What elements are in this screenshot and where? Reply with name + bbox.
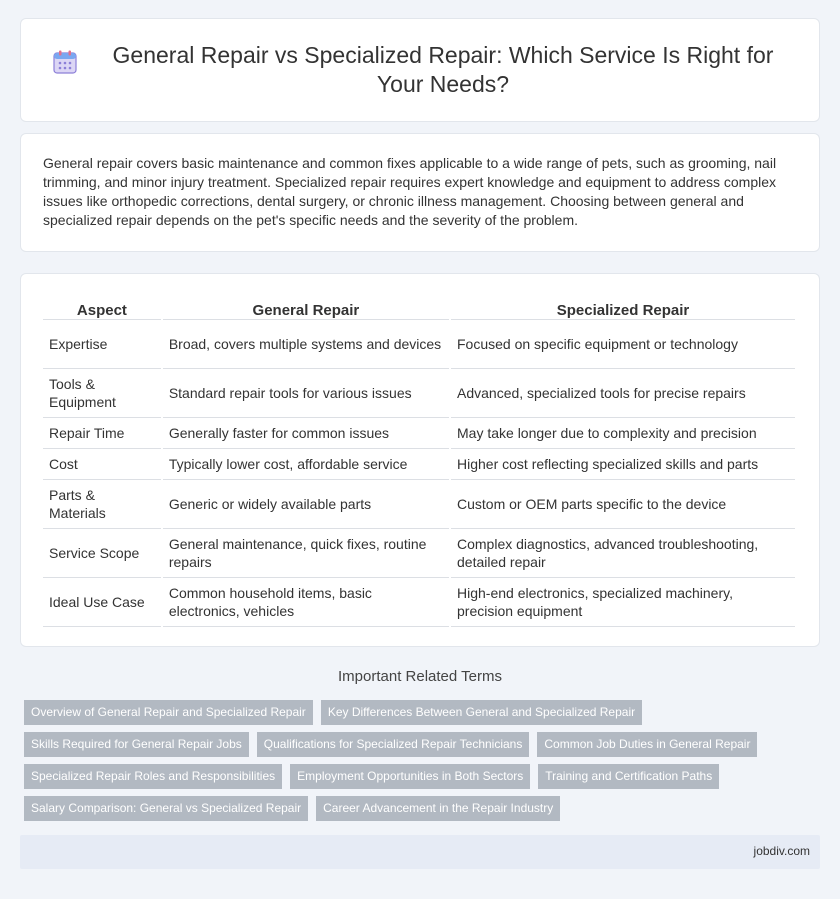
row-aspect: Ideal Use Case — [43, 578, 161, 627]
table-row — [43, 480, 795, 529]
row-specialized: High-end electronics, specialized machinery, precision equipment — [451, 578, 795, 627]
intro-paragraph: General repair covers basic maintenance and common fixes applicable to a wide range of pets, such as grooming, nail trimming, and minor injury treatment. Specialized repair requires expert knowledge and equipment to address complex issues like orthopedic corrections, dental surgery, or chronic illness management. Choosing between general and specialized repair depends on the pet's specific needs and the severity of the problem. — [43, 155, 777, 228]
row-aspect: Expertise — [43, 320, 161, 369]
related-tag[interactable]: Specialized Repair Roles and Responsibilities — [24, 764, 282, 789]
header-card — [20, 18, 820, 122]
table-row — [43, 369, 795, 418]
comparison-table — [41, 294, 797, 627]
footer — [20, 835, 820, 869]
row-specialized: Higher cost reflecting specialized skills and parts — [451, 449, 795, 480]
row-specialized: Complex diagnostics, advanced troubleshooting, detailed repair — [451, 529, 795, 578]
table-header-row — [43, 294, 795, 320]
row-specialized: Custom or OEM parts specific to the device — [451, 480, 795, 529]
table-row — [43, 578, 795, 627]
related-tag[interactable]: Career Advancement in the Repair Industry — [316, 796, 560, 821]
row-general: Common household items, basic electronics, vehicles — [163, 578, 449, 627]
related-tag[interactable]: Skills Required for General Repair Jobs — [24, 732, 249, 757]
row-general: Standard repair tools for various issues — [163, 369, 449, 418]
row-aspect: Tools & Equipment — [43, 369, 161, 418]
row-specialized: May take longer due to complexity and precision — [451, 418, 795, 449]
page-title: General Repair vs Specialized Repair: Which Service Is Right for Your Needs? — [112, 42, 774, 97]
tag-row-3 — [24, 764, 727, 789]
comparison-table-card — [20, 273, 820, 647]
tag-row-2 — [24, 732, 765, 757]
header-specialized-repair: Specialized Repair — [451, 294, 795, 320]
row-general: Broad, covers multiple systems and devices — [163, 320, 449, 369]
row-specialized: Advanced, specialized tools for precise repairs — [451, 369, 795, 418]
calendar-icon — [52, 49, 78, 75]
row-general: Typically lower cost, affordable service — [163, 449, 449, 480]
row-general: General maintenance, quick fixes, routine repairs — [163, 529, 449, 578]
intro-card — [20, 133, 820, 252]
related-tag[interactable]: Training and Certification Paths — [538, 764, 719, 789]
footer-site-link[interactable]: jobdiv.com — [753, 844, 810, 858]
row-aspect: Parts & Materials — [43, 480, 161, 529]
row-aspect: Repair Time — [43, 418, 161, 449]
row-aspect: Service Scope — [43, 529, 161, 578]
related-tag[interactable]: Overview of General Repair and Specialized Repair — [24, 700, 313, 725]
tag-row-4 — [24, 796, 568, 821]
table-row — [43, 418, 795, 449]
related-terms-title: Important Related Terms — [338, 668, 502, 685]
row-specialized: Focused on specific equipment or technology — [451, 320, 795, 369]
table-row — [43, 449, 795, 480]
header-general-repair: General Repair — [163, 294, 449, 320]
header-aspect: Aspect — [43, 294, 161, 320]
related-tag[interactable]: Employment Opportunities in Both Sectors — [290, 764, 530, 789]
related-tag[interactable]: Common Job Duties in General Repair — [537, 732, 757, 757]
related-tag[interactable]: Key Differences Between General and Specialized Repair — [321, 700, 642, 725]
related-tag[interactable]: Qualifications for Specialized Repair Technicians — [257, 732, 530, 757]
row-aspect: Cost — [43, 449, 161, 480]
related-tag[interactable]: Salary Comparison: General vs Specialized Repair — [24, 796, 308, 821]
tag-row-1 — [24, 700, 650, 725]
table-row — [43, 529, 795, 578]
table-row — [43, 320, 795, 369]
row-general: Generic or widely available parts — [163, 480, 449, 529]
row-general: Generally faster for common issues — [163, 418, 449, 449]
